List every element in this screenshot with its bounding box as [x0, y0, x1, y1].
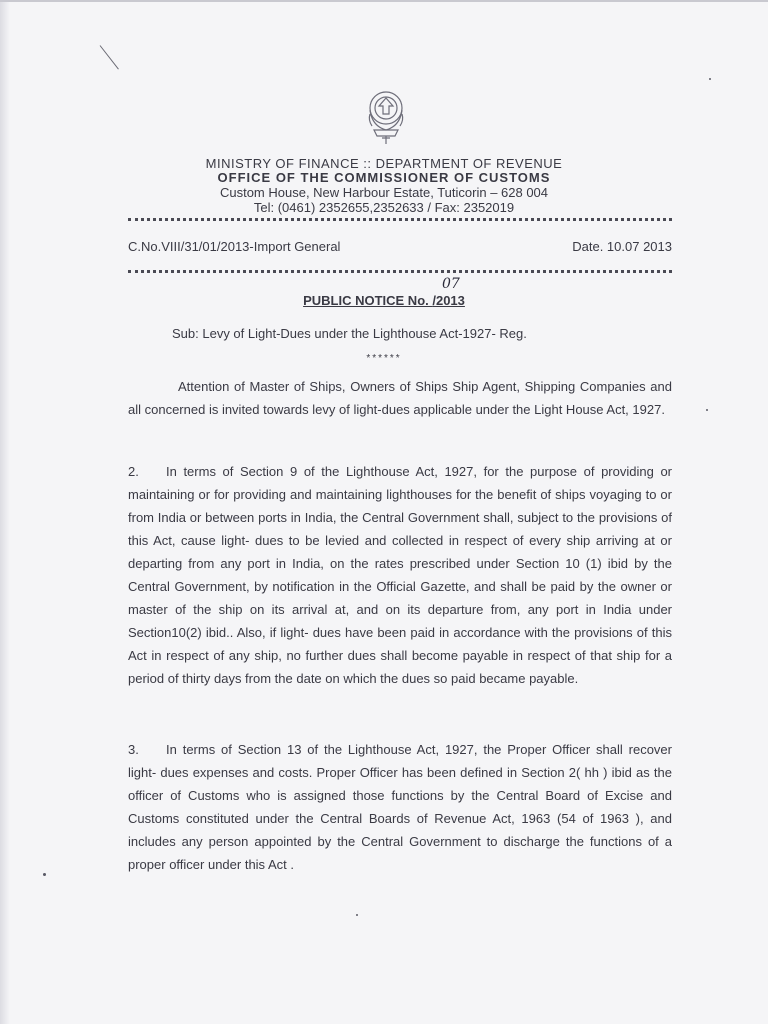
- paragraph-3: [128, 738, 672, 876]
- notice-subject: Sub: Levy of Light-Dues under the Lighthouse Act-1927- Reg.: [172, 326, 527, 341]
- file-reference-number: C.No.VIII/31/01/2013-Import General: [128, 239, 341, 254]
- header-divider: [128, 218, 672, 221]
- paragraph-2-text: In terms of Section 9 of the Lighthouse Act, 1927, for the purpose of providing or maintaining or for providing and maintaining lighthouses for the benefit of ships voyaging to or from India or between ports in India, the Central Government shall, subject to the provisions of this Act, cause light- dues to be levied and collected in respect of every ship arriving at or departing from any port in India, on the rates prescribed under Section 10 (1) ibid by the Central Government, by notification in the Official Gazette, and shall be paid by the owner or master of the ship on its arrival at, and on its departure from, any port in India under Section10(2) ibid.. Also, if light- dues have been paid in accordance with the provisions of this Act in respect of any ship, no further dues shall become payable in respect of that ship for a period of thirty days from the date on which the dues so paid became payable.: [128, 464, 672, 686]
- paragraph-2: [128, 460, 672, 690]
- scan-edge-shadow: [0, 0, 10, 1024]
- paragraph-1: Attention of Master of Ships, Owners of Ships Ship Agent, Shipping Companies and all concerned is invited towards levy of light-dues applicable under the Light House Act, 1927.: [128, 379, 672, 417]
- paragraph-3-text: In terms of Section 13 of the Lighthouse Act, 1927, the Proper Officer shall recover light- dues expenses and costs. Proper Officer has been defined in Section 2( hh ) ibid as the officer of Customs who is assigned those functions by the Central Board of Excise and Customs constituted under the Central Boards of Revenue Act, 1963 (54 of 1963 ), and includes any person appointed by the Central Government to discharge the functions of a proper officer under this Act .: [128, 742, 672, 872]
- paragraph-2-number: 2.: [128, 464, 139, 479]
- scan-speck: [706, 409, 708, 411]
- reference-divider: [128, 270, 672, 273]
- notice-title-suffix: /2013: [432, 293, 465, 308]
- scan-top-edge: [0, 0, 768, 2]
- customs-emblem-icon: [362, 86, 410, 148]
- ministry-heading: MINISTRY OF FINANCE :: DEPARTMENT OF REVENUE: [205, 156, 563, 171]
- office-contact: Tel: (0461) 2352655,2352633 / Fax: 2352019: [253, 200, 515, 215]
- office-heading: OFFICE OF THE COMMISSIONER OF CUSTOMS: [217, 170, 551, 185]
- notice-title: [0, 293, 768, 308]
- notice-title-prefix: PUBLIC NOTICE No.: [303, 293, 433, 308]
- star-separator: ******: [366, 353, 402, 364]
- notice-date: Date. 10.07 2013: [572, 239, 672, 254]
- paragraph-3-number: 3.: [128, 742, 139, 757]
- office-address: Custom House, New Harbour Estate, Tuticorin – 628 004: [219, 185, 549, 200]
- scan-speck: [356, 914, 358, 916]
- handwritten-notice-number: 07: [442, 276, 460, 292]
- scan-speck: [43, 873, 46, 876]
- stray-pen-mark: [100, 45, 119, 69]
- scan-speck: [709, 78, 711, 80]
